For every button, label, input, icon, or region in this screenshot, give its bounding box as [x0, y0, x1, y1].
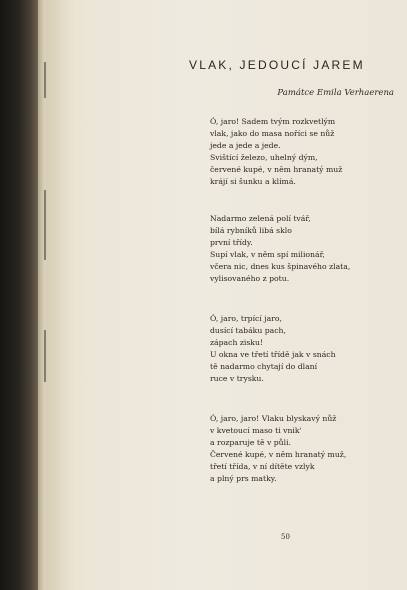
poem-line: a plný prs matky. [210, 474, 277, 483]
page-number: 50 [281, 533, 290, 541]
poem-line: Svištící železo, uhelný dým, [210, 153, 318, 162]
poem-line: včera nic, dnes kus špinavého zlata, [210, 262, 351, 271]
poem-line: ruce v trysku. [210, 374, 264, 383]
poem-line: Ó, jaro! Sadem tvým rozkvetlým [210, 117, 336, 126]
poem-line: v kvetoucí maso ti vnik' [210, 426, 302, 435]
poem-line: Ó, jaro, jaro! Vlaku blyskavý nůž [210, 414, 337, 423]
poem-line: zápach zisku! [210, 338, 263, 347]
stanza-2 [210, 213, 400, 285]
poem-line: třetí třída, v ní dítěte vzlyk [210, 462, 315, 471]
poem-line: Supí vlak, v něm spí milionář, [210, 250, 325, 259]
poem-line: jede a jede a jede. [210, 141, 281, 150]
poem-line: a rozparuje tě v půli. [210, 438, 291, 447]
gutter-mark [44, 330, 46, 382]
poem-line: krájí si šunku a klímá. [210, 177, 296, 186]
dedication: Památce Emila Verhaerena [277, 88, 394, 98]
stanza-1 [210, 116, 400, 188]
gutter-mark [44, 62, 46, 98]
stanza-3 [210, 313, 400, 385]
stanza-4 [210, 413, 400, 485]
poem-line: dusící tabáku pach, [210, 326, 286, 335]
poem-line: tě nadarmo chytají do dlaní [210, 362, 318, 371]
poem-line: vylisovaného z potu. [210, 274, 290, 283]
poem-line: Červené kupé, v něm hranatý muž, [210, 450, 347, 459]
poem-line: U okna ve třetí třídě jak v snách [210, 350, 336, 359]
poem-title: VLAK, JEDOUCÍ JAREM [189, 58, 365, 72]
poem-line: první třídy. [210, 238, 253, 247]
poem-line: Nadarmo zelená polí tvář, [210, 214, 311, 223]
gutter-mark [44, 190, 46, 260]
poem-line: vlak, jako do masa noříci se nůž [210, 129, 335, 138]
poem-line: červené kupé, v něm hranatý muž [210, 165, 343, 174]
poem-line: bílá rybníků libá sklo [210, 226, 292, 235]
poem-line: Ó, jaro, trpící jaro, [210, 314, 282, 323]
